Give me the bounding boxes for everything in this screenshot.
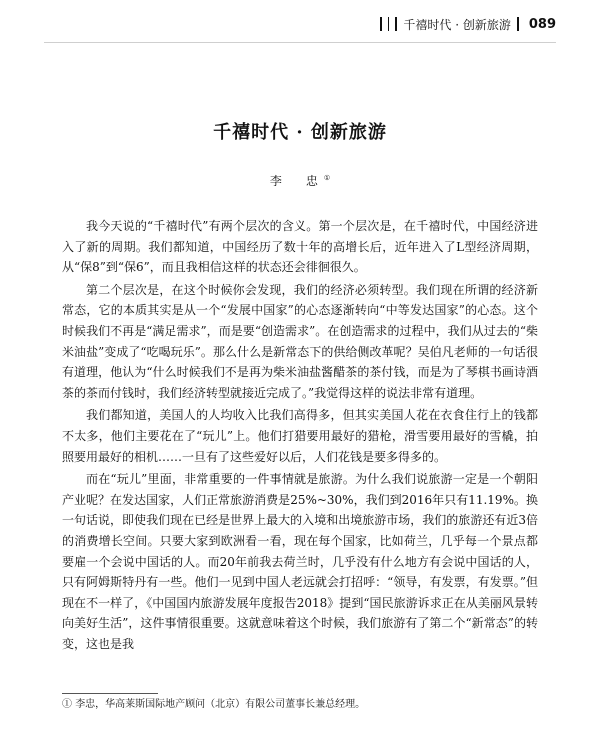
header-rule — [44, 42, 556, 43]
running-title: 千禧时代 · 创新旅游 — [403, 17, 511, 32]
footnote — [62, 698, 538, 712]
running-header — [380, 14, 556, 34]
article-body — [62, 216, 538, 656]
author-name: 李 忠 — [269, 174, 324, 188]
header-ornament-bar — [380, 17, 382, 31]
footnote-text: 李忠，华高莱斯国际地产顾问（北京）有限公司董事长兼总经理。 — [75, 699, 366, 710]
header-ornament-bar — [395, 17, 397, 31]
header-divider-bar — [517, 17, 519, 31]
paragraph: 而在“玩儿”里面，非常重要的一件事情就是旅游。为什么我们说旅游一定是一个朝阳产业呢？在发达国家，人们正常旅游消费是25%~30%，我们到2016年只有11.19%。换一句话说，即使我们现在已经是世界上最大的入境和出境旅游市场，我们的旅游还有近3倍的消费增长空间。只要大家到欧洲看一看，现在每个国家，比如荷兰，几乎每一个景点都要雇一个会说中国话的人。而20年前我去荷兰时，几乎没有什么地方有会说中国话的人，只有阿姆斯特丹有一些。他们一见到中国人老远就会打招呼：“领导，有发票，有发票。”但现在不一样了，《中国国内旅游发展年度报告2018》提到“国民旅游诉求正在从美丽风景转向美好生活”，这件事情很重要。这就意味着这个时候，我们旅游有了第二个“新常态”的转变，这也是我 — [62, 472, 538, 651]
page-number: 089 — [528, 16, 556, 32]
paragraph: 我们都知道，美国人的人均收入比我们高得多，但其实美国人花在衣食住行上的钱都不太多，他们主要花在了“玩儿”上。他们打猎要用最好的猎枪，滑雪要用最好的雪橇，拍照要用最好的相机……一旦有了这些爱好以后，人们花钱是要多得多的。 — [62, 408, 538, 464]
paragraph: 我今天说的“千禧时代”有两个层次的含义。第一个层次是，在千禧时代，中国经济进入了新的周期。我们都知道，中国经历了数十年的高增长后，近年进入了L型经济周期，从“保8”到“保6”，而且我相信这样的状态还会徘徊很久。 — [62, 219, 538, 275]
author-footnote-marker: ① — [323, 174, 331, 182]
header-ornament-bar — [388, 17, 389, 31]
footnote-marker: ① — [62, 699, 72, 710]
article-title: 千禧时代 · 创新旅游 — [213, 122, 387, 143]
footnote-rule — [62, 693, 158, 694]
paragraph: 第二个层次是，在这个时候你会发现，我们的经济必须转型。我们现在所谓的经济新常态，它的本质其实是从一个“发展中国家”的心态逐渐转向“中等发达国家”的心态。这个时候我们不再是“满足需求”，而是要“创造需求”。在创造需求的过程中，我们从过去的“柴米油盐”变成了“吃喝玩乐”。那么什么是新常态下的供给侧改革呢？吴伯凡老师的一句话很有道理，他认为“什么时候我们不是再为柴米油盐酱醋茶的茶付钱，而是为了琴棋书画诗酒茶的茶而付钱时，我们经济转型就接近完成了。”我觉得这样的说法非常有道理。 — [62, 282, 538, 400]
author-line — [0, 172, 600, 189]
